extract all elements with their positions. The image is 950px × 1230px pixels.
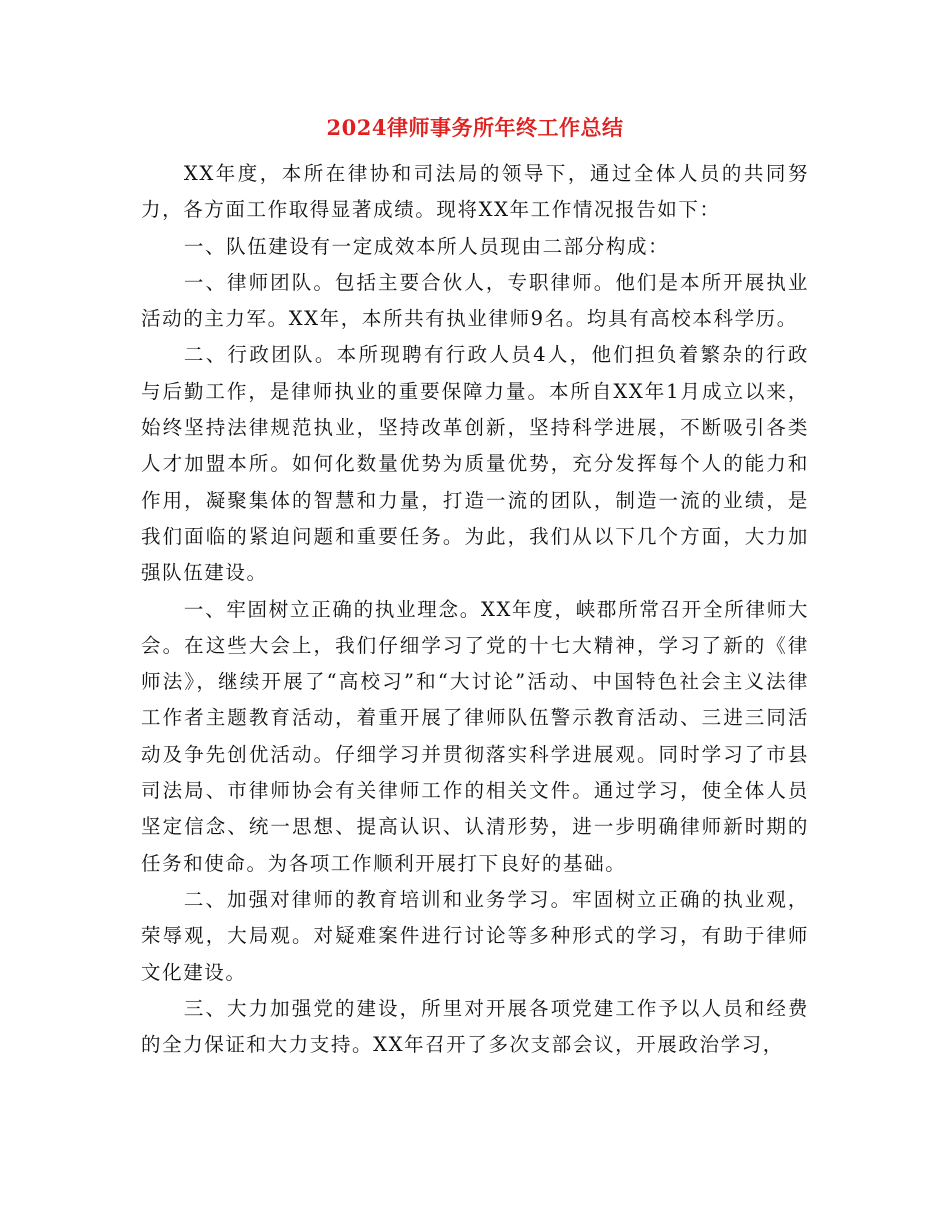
- paragraph-lawyer-team: 一、律师团队。包括主要合伙人，专职律师。他们是本所开展执业活动的主力军。XX年，本所共有执业律师9名。均具有高校本科学历。: [141, 270, 809, 331]
- paragraph-intro: XX年度，本所在律协和司法局的领导下，通过全体人员的共同努力，各方面工作取得显著成绩。现将XX年工作情况报告如下：: [141, 162, 809, 222]
- paragraph-team-building-heading: 一、队伍建设有一定成效本所人员现由二部分构成：: [183, 234, 670, 258]
- paragraph-admin-team: 二、行政团队。本所现聘有行政人员4人，他们担负着繁杂的行政与后勤工作，是律师执业的重要保障力量。本所自XX年1月成立以来，始终坚持法律规范执业，坚持改革创新，坚持科学进展，不断吸引各类人才加盟本所。如何化数量优势为质量优势，充分发挥每个人的能力和作用，凝聚集体的智慧和力量，打造一流的团队，制造一流的业绩，是我们面临的紧迫问题和重要任务。为此，我们从以下几个方面，大力加强队伍建设。: [141, 343, 809, 585]
- paragraph-party-building: 三、大力加强党的建设，所里对开展各项党建工作予以人员和经费的全力保证和大力支持。XX年召开了多次支部会议，开展政治学习，: [141, 996, 809, 1057]
- paragraph-education-training: 二、加强对律师的教育培训和业务学习。牢固树立正确的执业观，荣辱观，大局观。对疑难案件进行讨论等多种形式的学习，有助于律师文化建设。: [141, 887, 809, 984]
- document-body: [141, 156, 809, 1063]
- document-title: 2024律师事务所年终工作总结: [326, 115, 624, 140]
- paragraph-practice-philosophy: 一、牢固树立正确的执业理念。XX年度，峡郡所常召开全所律师大会。在这些大会上，我们仔细学习了党的十七大精神，学习了新的《律师法》，继续开展了“高校习”和“大讨论”活动、中国特色社会主义法律工作者主题教育活动，着重开展了律师队伍警示教育活动、三进三同活动及争先创优活动。仔细学习并贯彻落实科学进展观。同时学习了市县司法局、市律师协会有关律师工作的相关文件。通过学习，使全体人员坚定信念、统一思想、提高认识、认清形势，进一步明确律师新时期的任务和使命。为各项工作顺利开展打下良好的基础。: [141, 597, 809, 875]
